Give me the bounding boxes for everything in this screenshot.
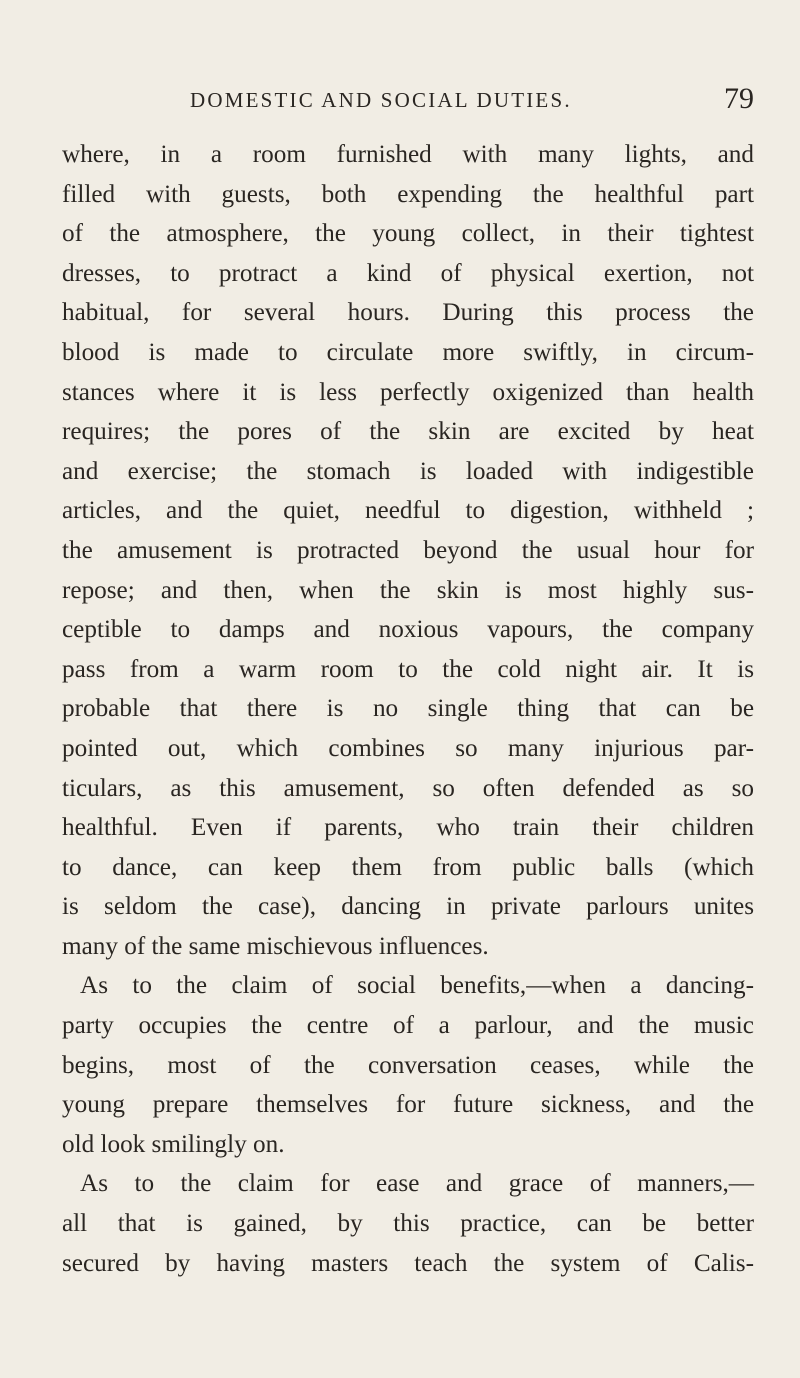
- text-line: many of the same mischievous influences.: [62, 932, 489, 960]
- text-line: requires; the pores of the skin are excited by heat: [62, 418, 754, 446]
- text-line: young prepare themselves for future sickness, and the: [62, 1091, 754, 1119]
- text-line: and exercise; the stomach is loaded with indigestible: [62, 457, 754, 485]
- text-line: ceptible to damps and noxious vapours, the company: [62, 616, 754, 644]
- text-line: is seldom the case), dancing in private parlours unites: [62, 893, 754, 921]
- text-line: old look smilingly on.: [62, 1130, 285, 1158]
- text-line: articles, and the quiet, needful to digestion, withheld ;: [62, 497, 754, 525]
- text-line: stances where it is less perfectly oxigenized than health: [62, 378, 754, 406]
- text-line: repose; and then, when the skin is most highly sus-: [62, 576, 754, 604]
- text-line: pointed out, which combines so many injurious par-: [62, 734, 754, 762]
- text-line: where, in a room furnished with many lights, and: [62, 141, 754, 168]
- text-line: secured by having masters teach the system of Calis-: [62, 1249, 754, 1277]
- text-line: ticulars, as this amusement, so often defended as so: [62, 774, 754, 802]
- text-line: pass from a warm room to the cold night air. It is: [62, 655, 754, 683]
- text-line: blood is made to circulate more swiftly, in circum-: [62, 338, 754, 366]
- text-line: As to the claim for ease and grace of manners,—: [80, 1170, 754, 1198]
- text-line: dresses, to protract a kind of physical exertion, not: [62, 259, 754, 287]
- text-line: filled with guests, both expending the healthful part: [62, 180, 754, 208]
- body-text: [62, 135, 754, 1283]
- text-line: party occupies the centre of a parlour, and the music: [62, 1012, 754, 1040]
- text-line: habitual, for several hours. During this process the: [62, 299, 754, 327]
- text-line: the amusement is protracted beyond the usual hour for: [62, 536, 754, 564]
- text-line: probable that there is no single thing that can be: [62, 695, 754, 723]
- text-line: begins, most of the conversation ceases, while the: [62, 1051, 754, 1079]
- text-line: As to the claim of social benefits,—when a dancing-: [80, 972, 754, 1000]
- page-number: 79: [724, 82, 754, 115]
- text-line: to dance, can keep them from public balls (which: [62, 853, 754, 881]
- running-head: [62, 84, 754, 118]
- running-title: DOMESTIC AND SOCIAL DUTIES.: [190, 88, 572, 112]
- text-line: of the atmosphere, the young collect, in their tightest: [62, 220, 754, 248]
- text-line: healthful. Even if parents, who train their children: [62, 814, 754, 842]
- text-line: all that is gained, by this practice, can be better: [62, 1210, 754, 1238]
